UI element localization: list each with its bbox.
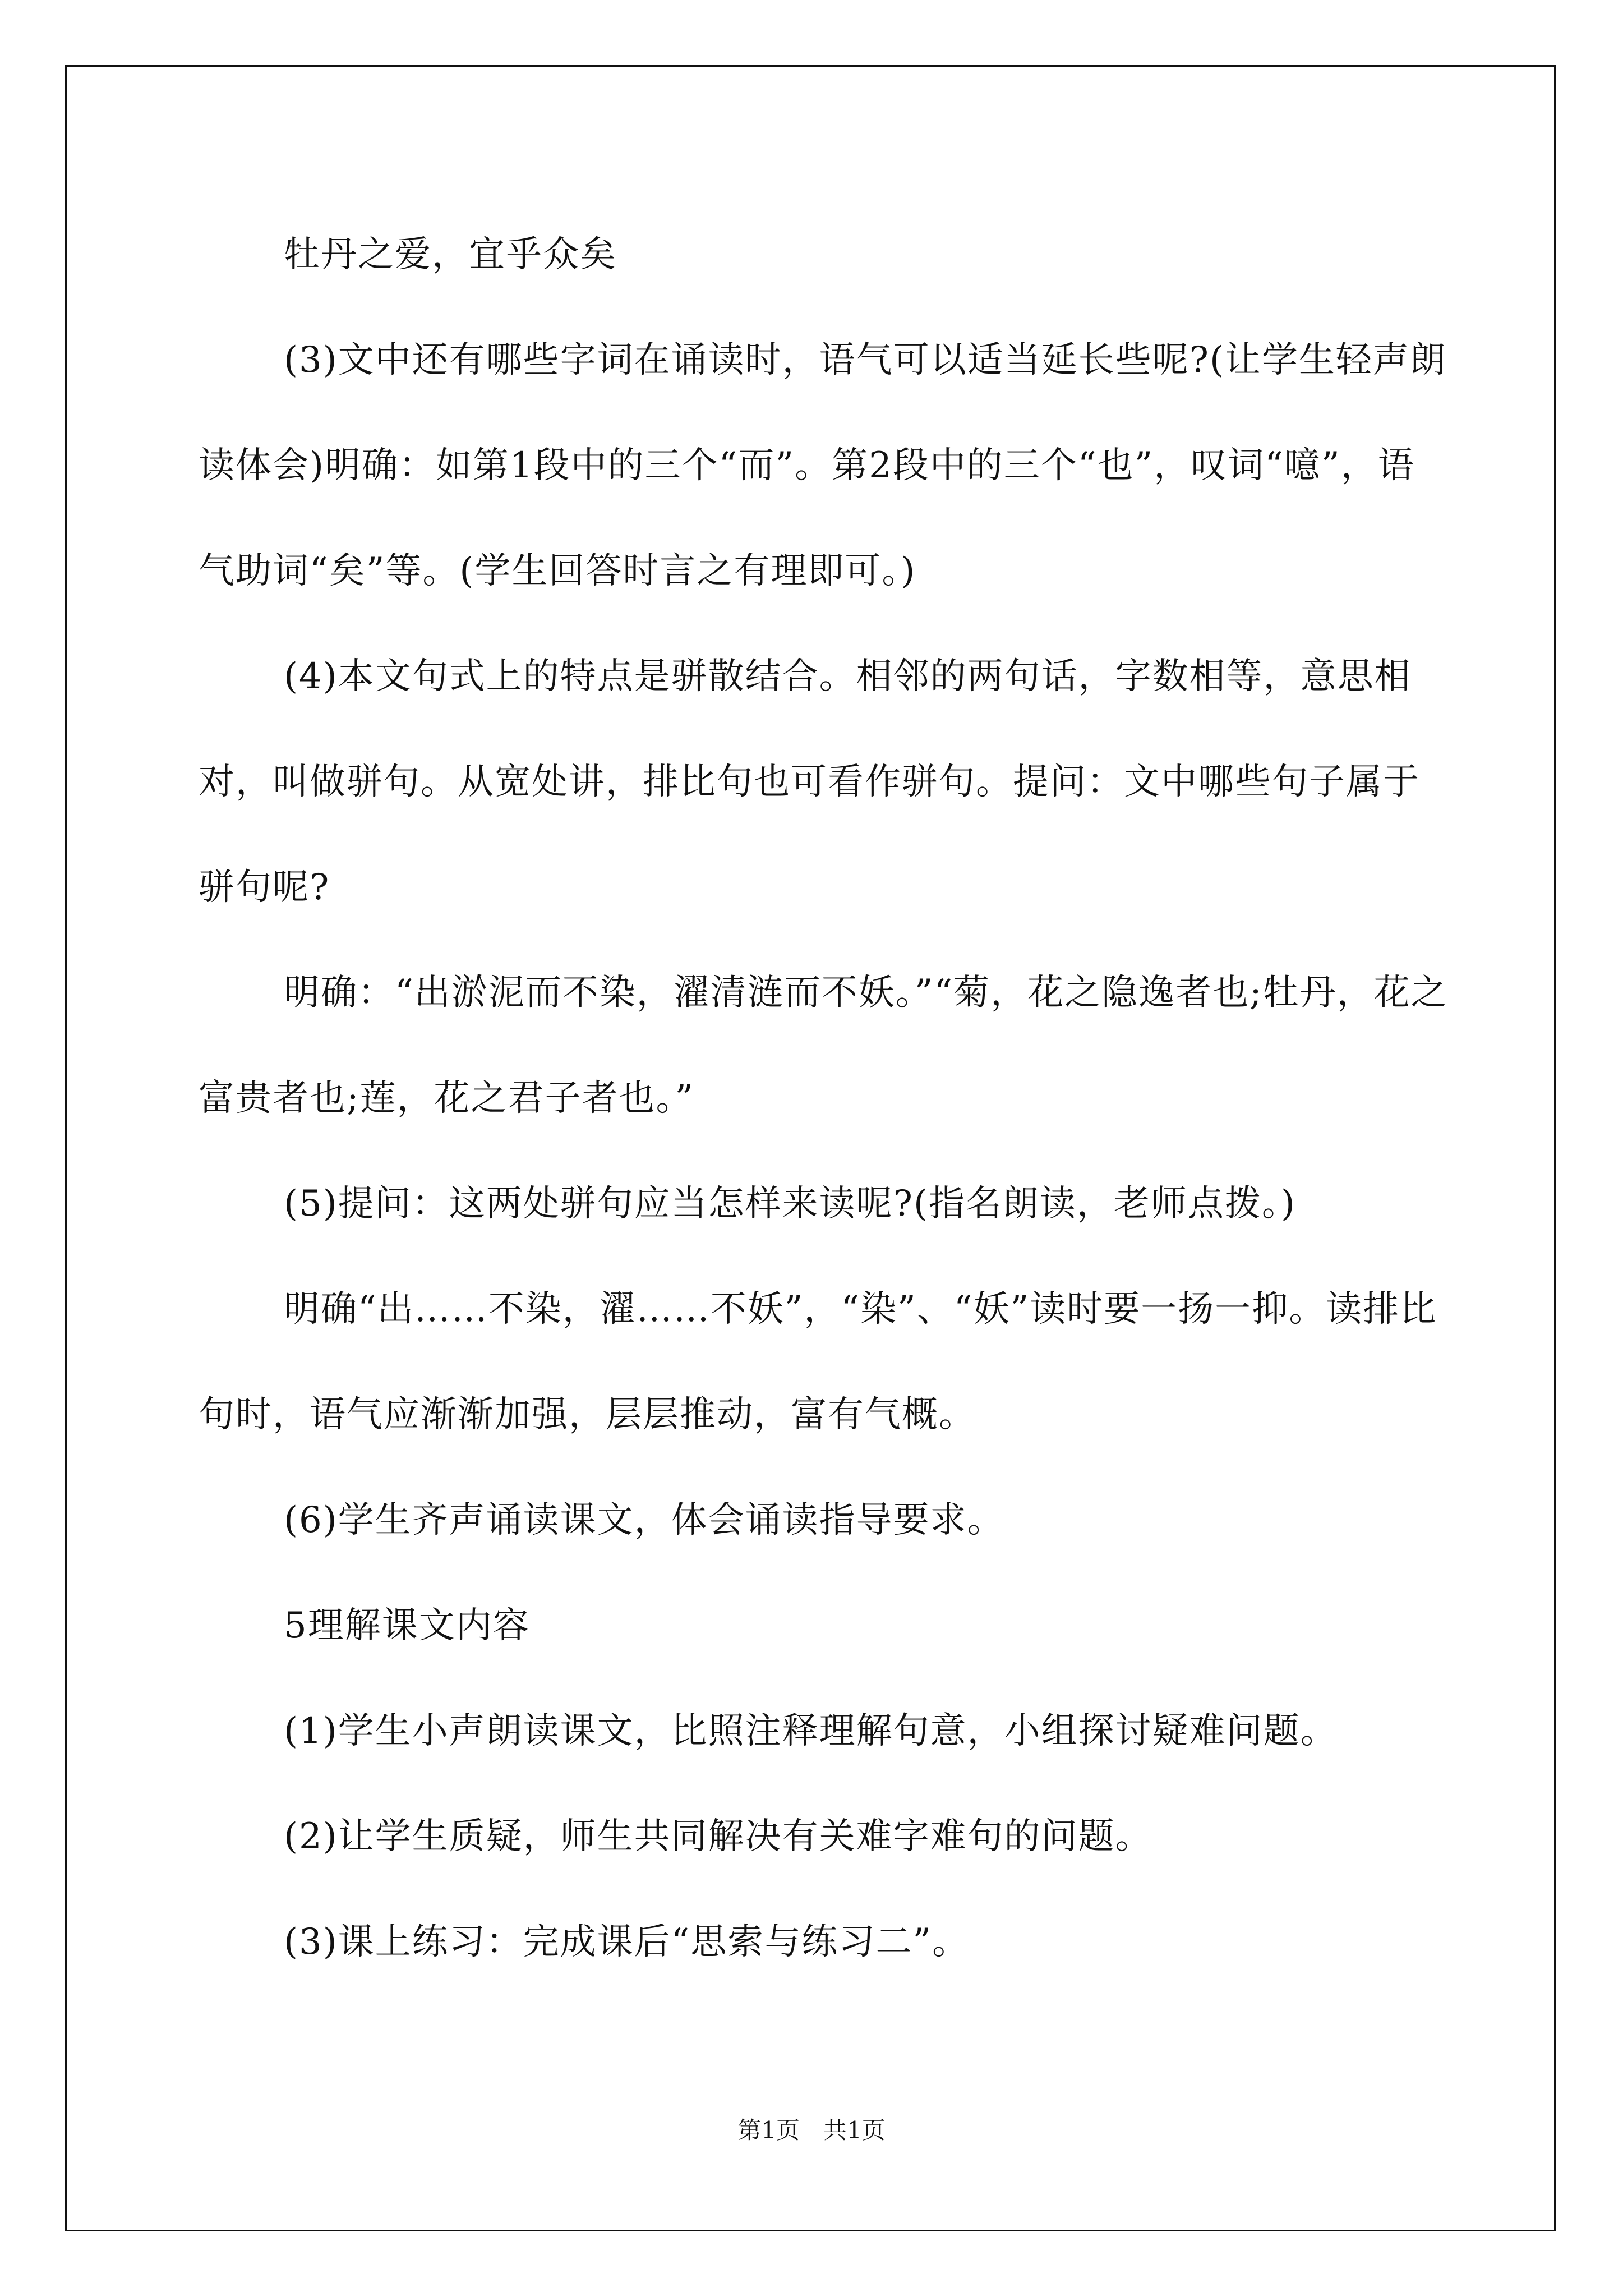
document-body	[199, 202, 1449, 1995]
section-heading: 5理解课文内容	[284, 1605, 530, 1646]
paragraph: 牡丹之爱，宜乎众矣	[284, 234, 617, 275]
paragraph: (4)本文句式上的特点是骈散结合。相邻的两句话，字数相等，意思相对，叫做骈句。从宽处讲，排比句也可看作骈句。提问：文中哪些句子属于骈句呢?	[199, 656, 1420, 908]
paragraph: (5)提问：这两处骈句应当怎样来读呢?(指名朗读，老师点拨。)	[284, 1183, 1296, 1225]
paragraph: 明确：“出淤泥而不染，濯清涟而不妖。”“菊，花之隐逸者也;牡丹，花之富贵者也;莲，花之君子者也。”	[199, 972, 1448, 1119]
paragraph: (3)课上练习：完成课后“思索与练习二”。	[284, 1921, 970, 1963]
paragraph: (2)让学生质疑，师生共同解决有关难字难句的问题。	[284, 1816, 1152, 1857]
paragraph: (6)学生齐声诵读课文，体会诵读指导要求。	[284, 1499, 1004, 1541]
paragraph: (3)文中还有哪些字词在诵读时，语气可以适当延长些呢?(让学生轻声朗读体会)明确：如第1段中的三个“而”。第2段中的三个“也”，叹词“噫”，语气助词“矣”等。(学生回答时言之有理即可。)	[199, 339, 1447, 592]
paragraph: (1)学生小声朗读课文，比照注释理解句意，小组探讨疑难问题。	[284, 1710, 1338, 1752]
paragraph: 明确“出……不染，濯……不妖”，“染”、“妖”读时要一扬一抑。读排比句时，语气应渐渐加强，层层推动，富有气概。	[199, 1289, 1437, 1435]
page-number: 第1页 共1页	[737, 2116, 886, 2144]
